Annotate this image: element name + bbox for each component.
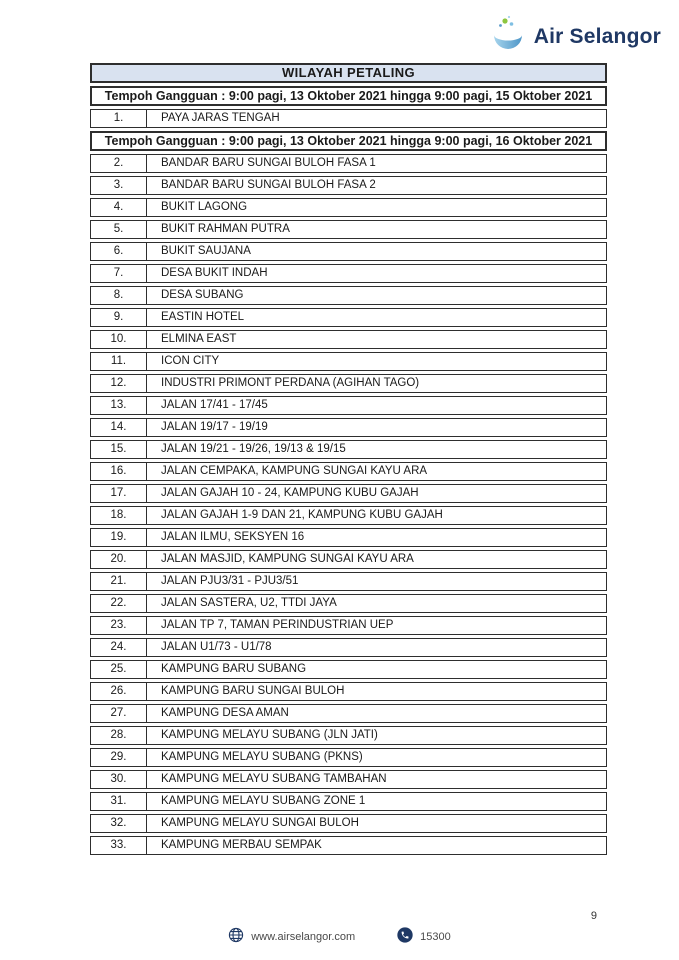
- area-name: KAMPUNG MELAYU SUBANG (PKNS): [147, 748, 607, 767]
- table-row: [90, 374, 607, 393]
- row-number: 4.: [90, 198, 147, 217]
- area-name: BANDAR BARU SUNGAI BULOH FASA 1: [147, 154, 607, 173]
- row-number: 29.: [90, 748, 147, 767]
- table-row: [90, 109, 607, 128]
- area-name: PAYA JARAS TENGAH: [147, 109, 607, 128]
- row-number: 27.: [90, 704, 147, 723]
- row-number: 19.: [90, 528, 147, 547]
- area-name: DESA BUKIT INDAH: [147, 264, 607, 283]
- row-number: 6.: [90, 242, 147, 261]
- row-number: 16.: [90, 462, 147, 481]
- table-row: [90, 836, 607, 855]
- disruption-period: Tempoh Gangguan : 9:00 pagi, 13 Oktober 2021 hingga 9:00 pagi, 15 Oktober 2021: [90, 86, 607, 106]
- table-row: [90, 396, 607, 415]
- row-number: 1.: [90, 109, 147, 128]
- area-name: JALAN 17/41 - 17/45: [147, 396, 607, 415]
- table-row: [90, 572, 607, 591]
- brand-name: Air Selangor: [533, 24, 661, 48]
- row-number: 24.: [90, 638, 147, 657]
- area-name: KAMPUNG MELAYU SUNGAI BULOH: [147, 814, 607, 833]
- row-number: 13.: [90, 396, 147, 415]
- table-row: [90, 594, 607, 613]
- table-row: [90, 660, 607, 679]
- table-row: [90, 616, 607, 635]
- table-row: [90, 330, 607, 349]
- area-name: JALAN MASJID, KAMPUNG SUNGAI KAYU ARA: [147, 550, 607, 569]
- table-row: [90, 220, 607, 239]
- website-item: [228, 927, 355, 946]
- website-url: www.airselangor.com: [251, 930, 356, 943]
- table-row: [90, 770, 607, 789]
- area-name: KAMPUNG MELAYU SUBANG ZONE 1: [147, 792, 607, 811]
- area-name: KAMPUNG MELAYU SUBANG TAMBAHAN: [147, 770, 607, 789]
- row-number: 15.: [90, 440, 147, 459]
- region-header: WILAYAH PETALING: [90, 63, 607, 83]
- row-number: 26.: [90, 682, 147, 701]
- area-name: JALAN ILMU, SEKSYEN 16: [147, 528, 607, 547]
- table-row: [90, 176, 607, 195]
- row-number: 10.: [90, 330, 147, 349]
- row-number: 2.: [90, 154, 147, 173]
- table-row: [90, 792, 607, 811]
- area-name: ICON CITY: [147, 352, 607, 371]
- disruption-table: [90, 63, 607, 858]
- table-row: [90, 748, 607, 767]
- page-number: 9: [590, 910, 597, 922]
- area-name: BANDAR BARU SUNGAI BULOH FASA 2: [147, 176, 607, 195]
- row-number: 7.: [90, 264, 147, 283]
- row-number: 5.: [90, 220, 147, 239]
- table-row: [90, 550, 607, 569]
- footer: [0, 927, 679, 946]
- row-number: 8.: [90, 286, 147, 305]
- disruption-period: Tempoh Gangguan : 9:00 pagi, 13 Oktober 2021 hingga 9:00 pagi, 16 Oktober 2021: [90, 131, 607, 151]
- area-name: BUKIT RAHMAN PUTRA: [147, 220, 607, 239]
- row-number: 33.: [90, 836, 147, 855]
- area-name: KAMPUNG BARU SUBANG: [147, 660, 607, 679]
- table-row: [90, 352, 607, 371]
- table-row: [90, 726, 607, 745]
- water-splash-icon: [488, 13, 528, 60]
- row-number: 25.: [90, 660, 147, 679]
- table-row: [90, 682, 607, 701]
- table-row: [90, 154, 607, 173]
- row-number: 3.: [90, 176, 147, 195]
- phone-item: [397, 927, 451, 946]
- row-number: 11.: [90, 352, 147, 371]
- row-number: 9.: [90, 308, 147, 327]
- table-row: [90, 638, 607, 657]
- table-row: [90, 242, 607, 261]
- table-row: [90, 528, 607, 547]
- phone-icon: [397, 927, 413, 946]
- table-row: [90, 440, 607, 459]
- table-row: [90, 286, 607, 305]
- area-name: JALAN U1/73 - U1/78: [147, 638, 607, 657]
- area-name: JALAN CEMPAKA, KAMPUNG SUNGAI KAYU ARA: [147, 462, 607, 481]
- row-number: 32.: [90, 814, 147, 833]
- table-row: [90, 704, 607, 723]
- table-row: [90, 308, 607, 327]
- table-row: [90, 484, 607, 503]
- area-name: JALAN 19/21 - 19/26, 19/13 & 19/15: [147, 440, 607, 459]
- row-number: 20.: [90, 550, 147, 569]
- table-row: [90, 814, 607, 833]
- area-name: JALAN GAJAH 10 - 24, KAMPUNG KUBU GAJAH: [147, 484, 607, 503]
- area-name: JALAN PJU3/31 - PJU3/51: [147, 572, 607, 591]
- row-number: 18.: [90, 506, 147, 525]
- table-row: [90, 418, 607, 437]
- area-name: JALAN 19/17 - 19/19: [147, 418, 607, 437]
- area-name: ELMINA EAST: [147, 330, 607, 349]
- row-number: 30.: [90, 770, 147, 789]
- area-name: KAMPUNG BARU SUNGAI BULOH: [147, 682, 607, 701]
- globe-icon: [228, 927, 244, 946]
- area-name: JALAN GAJAH 1-9 DAN 21, KAMPUNG KUBU GAJAH: [147, 506, 607, 525]
- table-body: [90, 86, 607, 855]
- row-number: 31.: [90, 792, 147, 811]
- row-number: 14.: [90, 418, 147, 437]
- row-number: 23.: [90, 616, 147, 635]
- area-name: BUKIT SAUJANA: [147, 242, 607, 261]
- row-number: 17.: [90, 484, 147, 503]
- area-name: EASTIN HOTEL: [147, 308, 607, 327]
- table-row: [90, 506, 607, 525]
- row-number: 22.: [90, 594, 147, 613]
- phone-number: 15300: [420, 930, 451, 943]
- area-name: KAMPUNG MERBAU SEMPAK: [147, 836, 607, 855]
- area-name: INDUSTRI PRIMONT PERDANA (AGIHAN TAGO): [147, 374, 607, 393]
- area-name: JALAN TP 7, TAMAN PERINDUSTRIAN UEP: [147, 616, 607, 635]
- area-name: DESA SUBANG: [147, 286, 607, 305]
- table-row: [90, 198, 607, 217]
- table-row: [90, 462, 607, 481]
- area-name: JALAN SASTERA, U2, TTDI JAYA: [147, 594, 607, 613]
- area-name: KAMPUNG DESA AMAN: [147, 704, 607, 723]
- row-number: 21.: [90, 572, 147, 591]
- row-number: 12.: [90, 374, 147, 393]
- air-selangor-logo: [488, 13, 661, 60]
- row-number: 28.: [90, 726, 147, 745]
- area-name: KAMPUNG MELAYU SUBANG (JLN JATI): [147, 726, 607, 745]
- table-row: [90, 264, 607, 283]
- area-name: BUKIT LAGONG: [147, 198, 607, 217]
